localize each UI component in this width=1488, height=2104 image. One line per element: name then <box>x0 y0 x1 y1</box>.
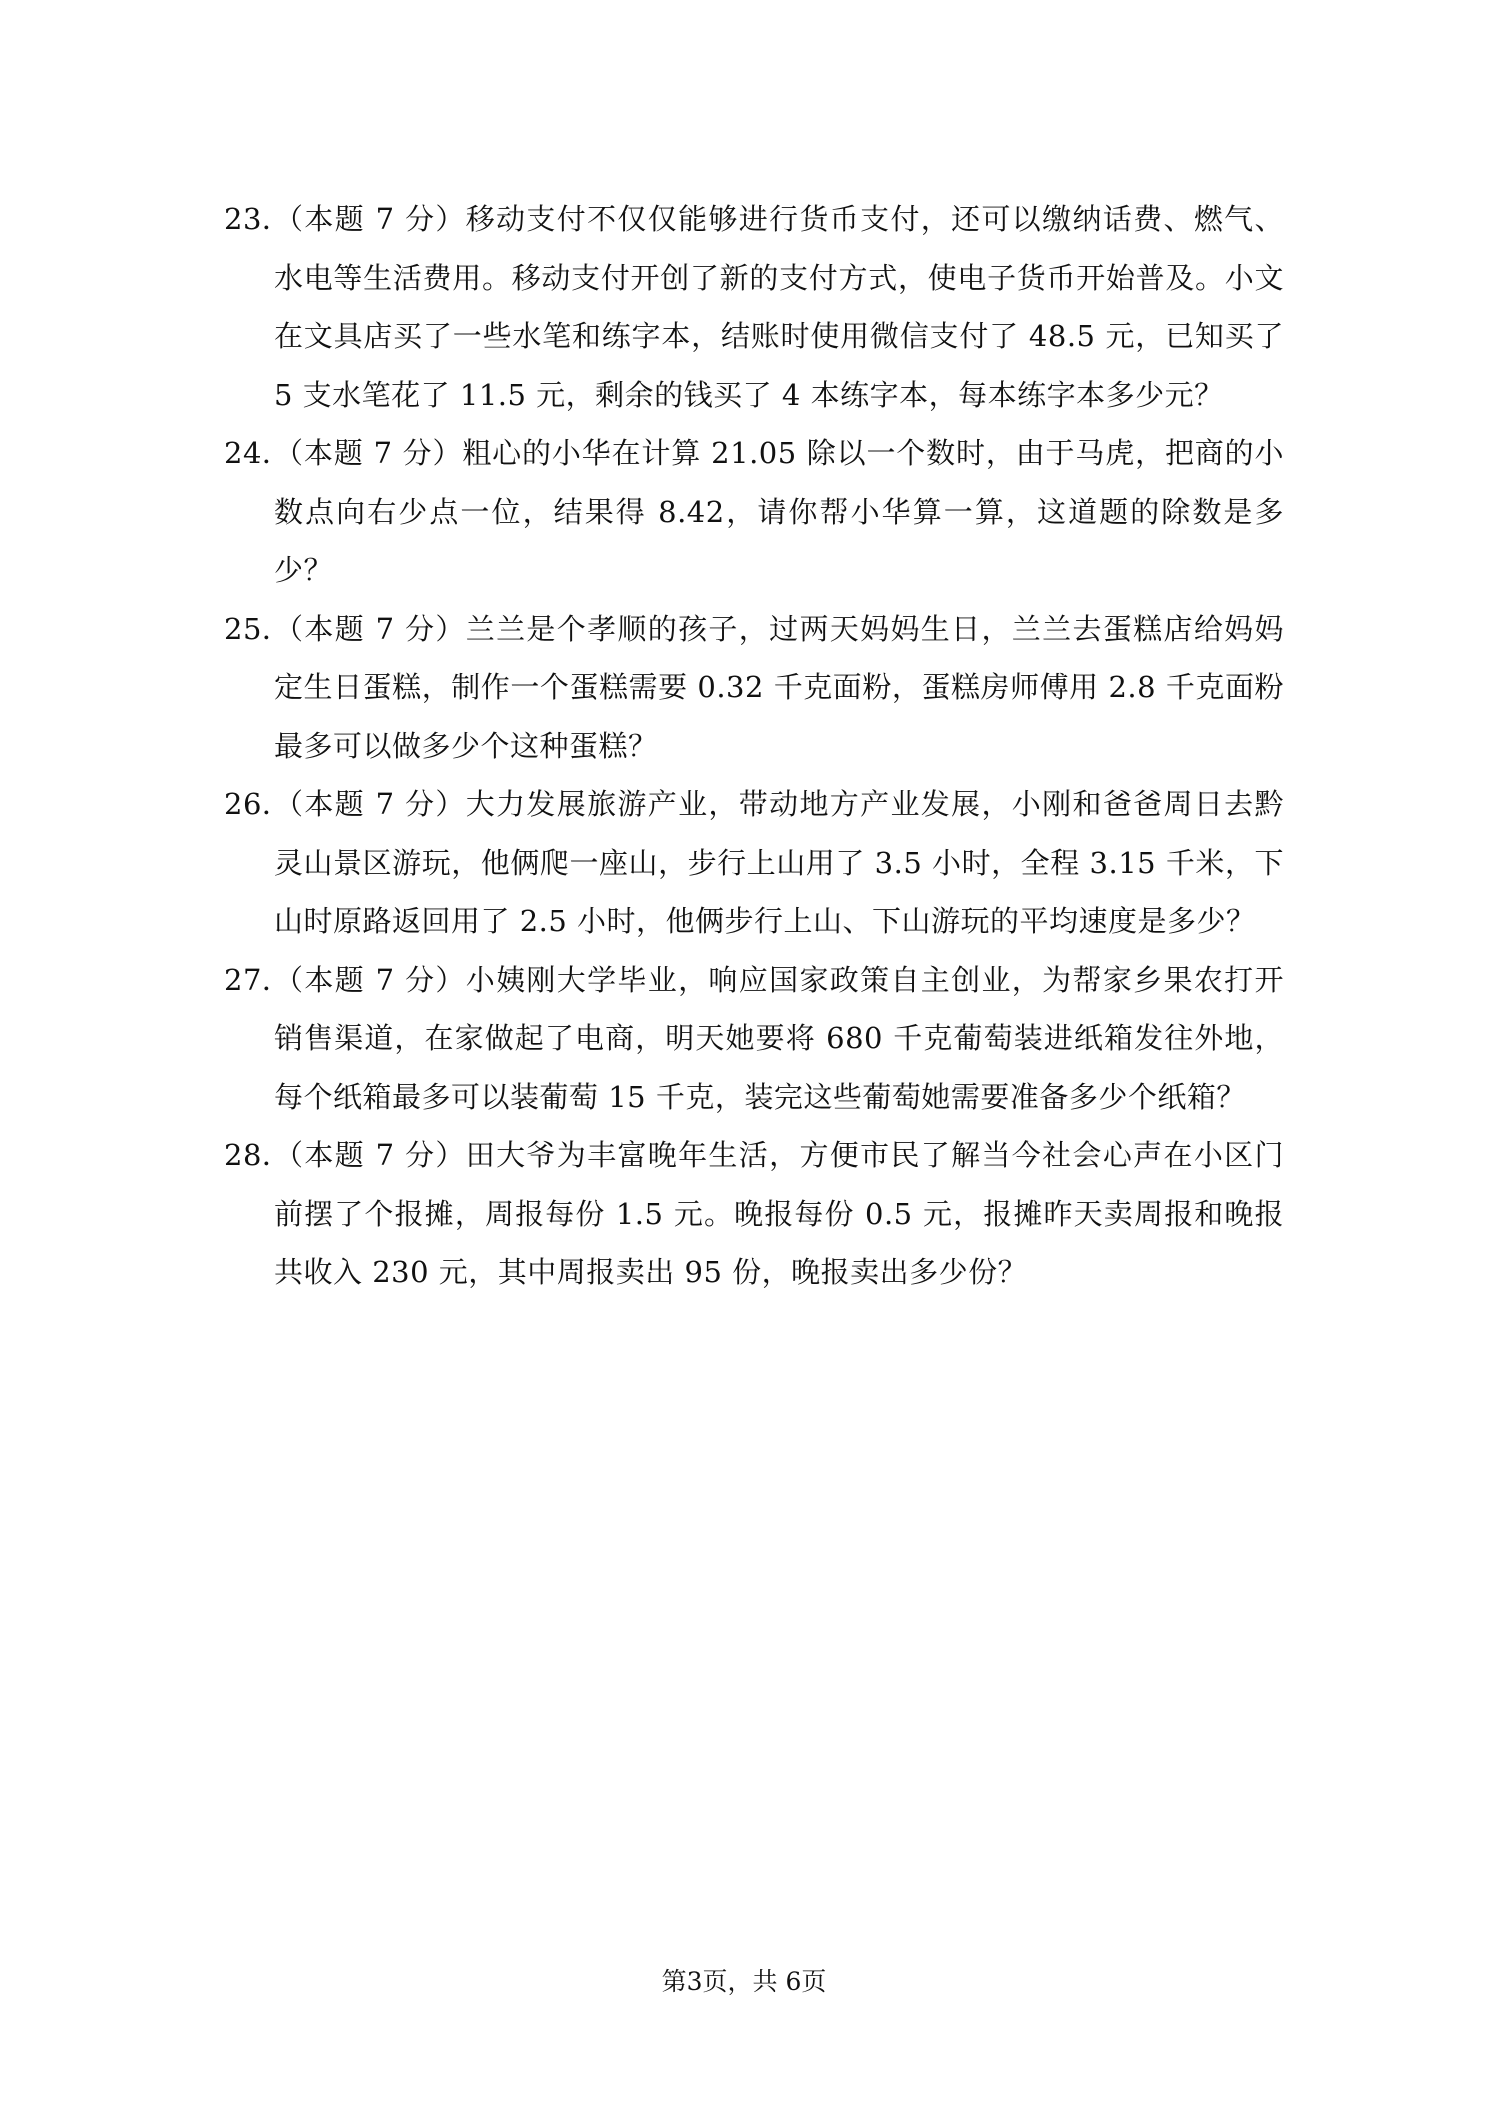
question-23 <box>224 190 1284 424</box>
page-number-label: 第3页，共 6页 <box>661 1967 827 1996</box>
question-number: 25． <box>224 611 292 646</box>
page-footer <box>0 1966 1488 1998</box>
question-text: （本题 7 分）小姨刚大学毕业，响应国家政策自主创业，为帮家乡果农打开销售渠道，在家做起了电商，明天她要将 680 千克葡萄装进纸箱发往外地，每个纸箱最多可以装葡萄 15 千克，装完这些葡萄她需要准备多少个纸箱？ <box>274 962 1284 1114</box>
question-number: 28． <box>224 1138 292 1172</box>
question-text: （本题 7 分）大力发展旅游产业，带动地方产业发展，小刚和爸爸周日去黔灵山景区游玩，他俩爬一座山，步行上山用了 3.5 小时，全程 3.15 千米，下山时原路返回用了 2.5 小时，他俩步行上山、下山游玩的平均速度是多少？ <box>274 787 1284 938</box>
question-list <box>224 190 1284 1302</box>
question-27 <box>224 951 1284 1127</box>
question-text: （本题 7 分）粗心的小华在计算 21.05 除以一个数时，由于马虎，把商的小数点向右少点一位，结果得 8.42，请你帮小华算一算，这道题的除数是多少？ <box>274 436 1284 587</box>
question-26 <box>224 775 1284 951</box>
question-number: 24． <box>224 436 292 470</box>
question-text: （本题 7 分）兰兰是个孝顺的孩子，过两天妈妈生日，兰兰去蛋糕店给妈妈定生日蛋糕，制作一个蛋糕需要 0.32 千克面粉，蛋糕房师傅用 2.8 千克面粉最多可以做多少个这种蛋糕？ <box>274 611 1284 763</box>
question-number: 27． <box>224 962 292 997</box>
question-text: （本题 7 分）移动支付不仅仅能够进行货币支付，还可以缴纳话费、燃气、水电等生活费用。移动支付开创了新的支付方式，使电子货币开始普及。小文在文具店买了一些水笔和练字本，结账时使用微信支付了 48.5 元，已知买了 5 支水笔花了 11.5 元，剩余的钱买了 4 本练字本，每本练字本多少元？ <box>274 202 1284 412</box>
question-24 <box>224 424 1284 600</box>
question-text: （本题 7 分）田大爷为丰富晚年生活，方便市民了解当今社会心声在小区门前摆了个报摊，周报每份 1.5 元。晚报每份 0.5 元，报摊昨天卖周报和晚报共收入 230 元，其中周报卖出 95 份，晚报卖出多少份？ <box>274 1138 1284 1289</box>
question-25 <box>224 600 1284 776</box>
question-number: 23． <box>224 202 292 236</box>
question-number: 26． <box>224 787 292 821</box>
question-28 <box>224 1126 1284 1302</box>
